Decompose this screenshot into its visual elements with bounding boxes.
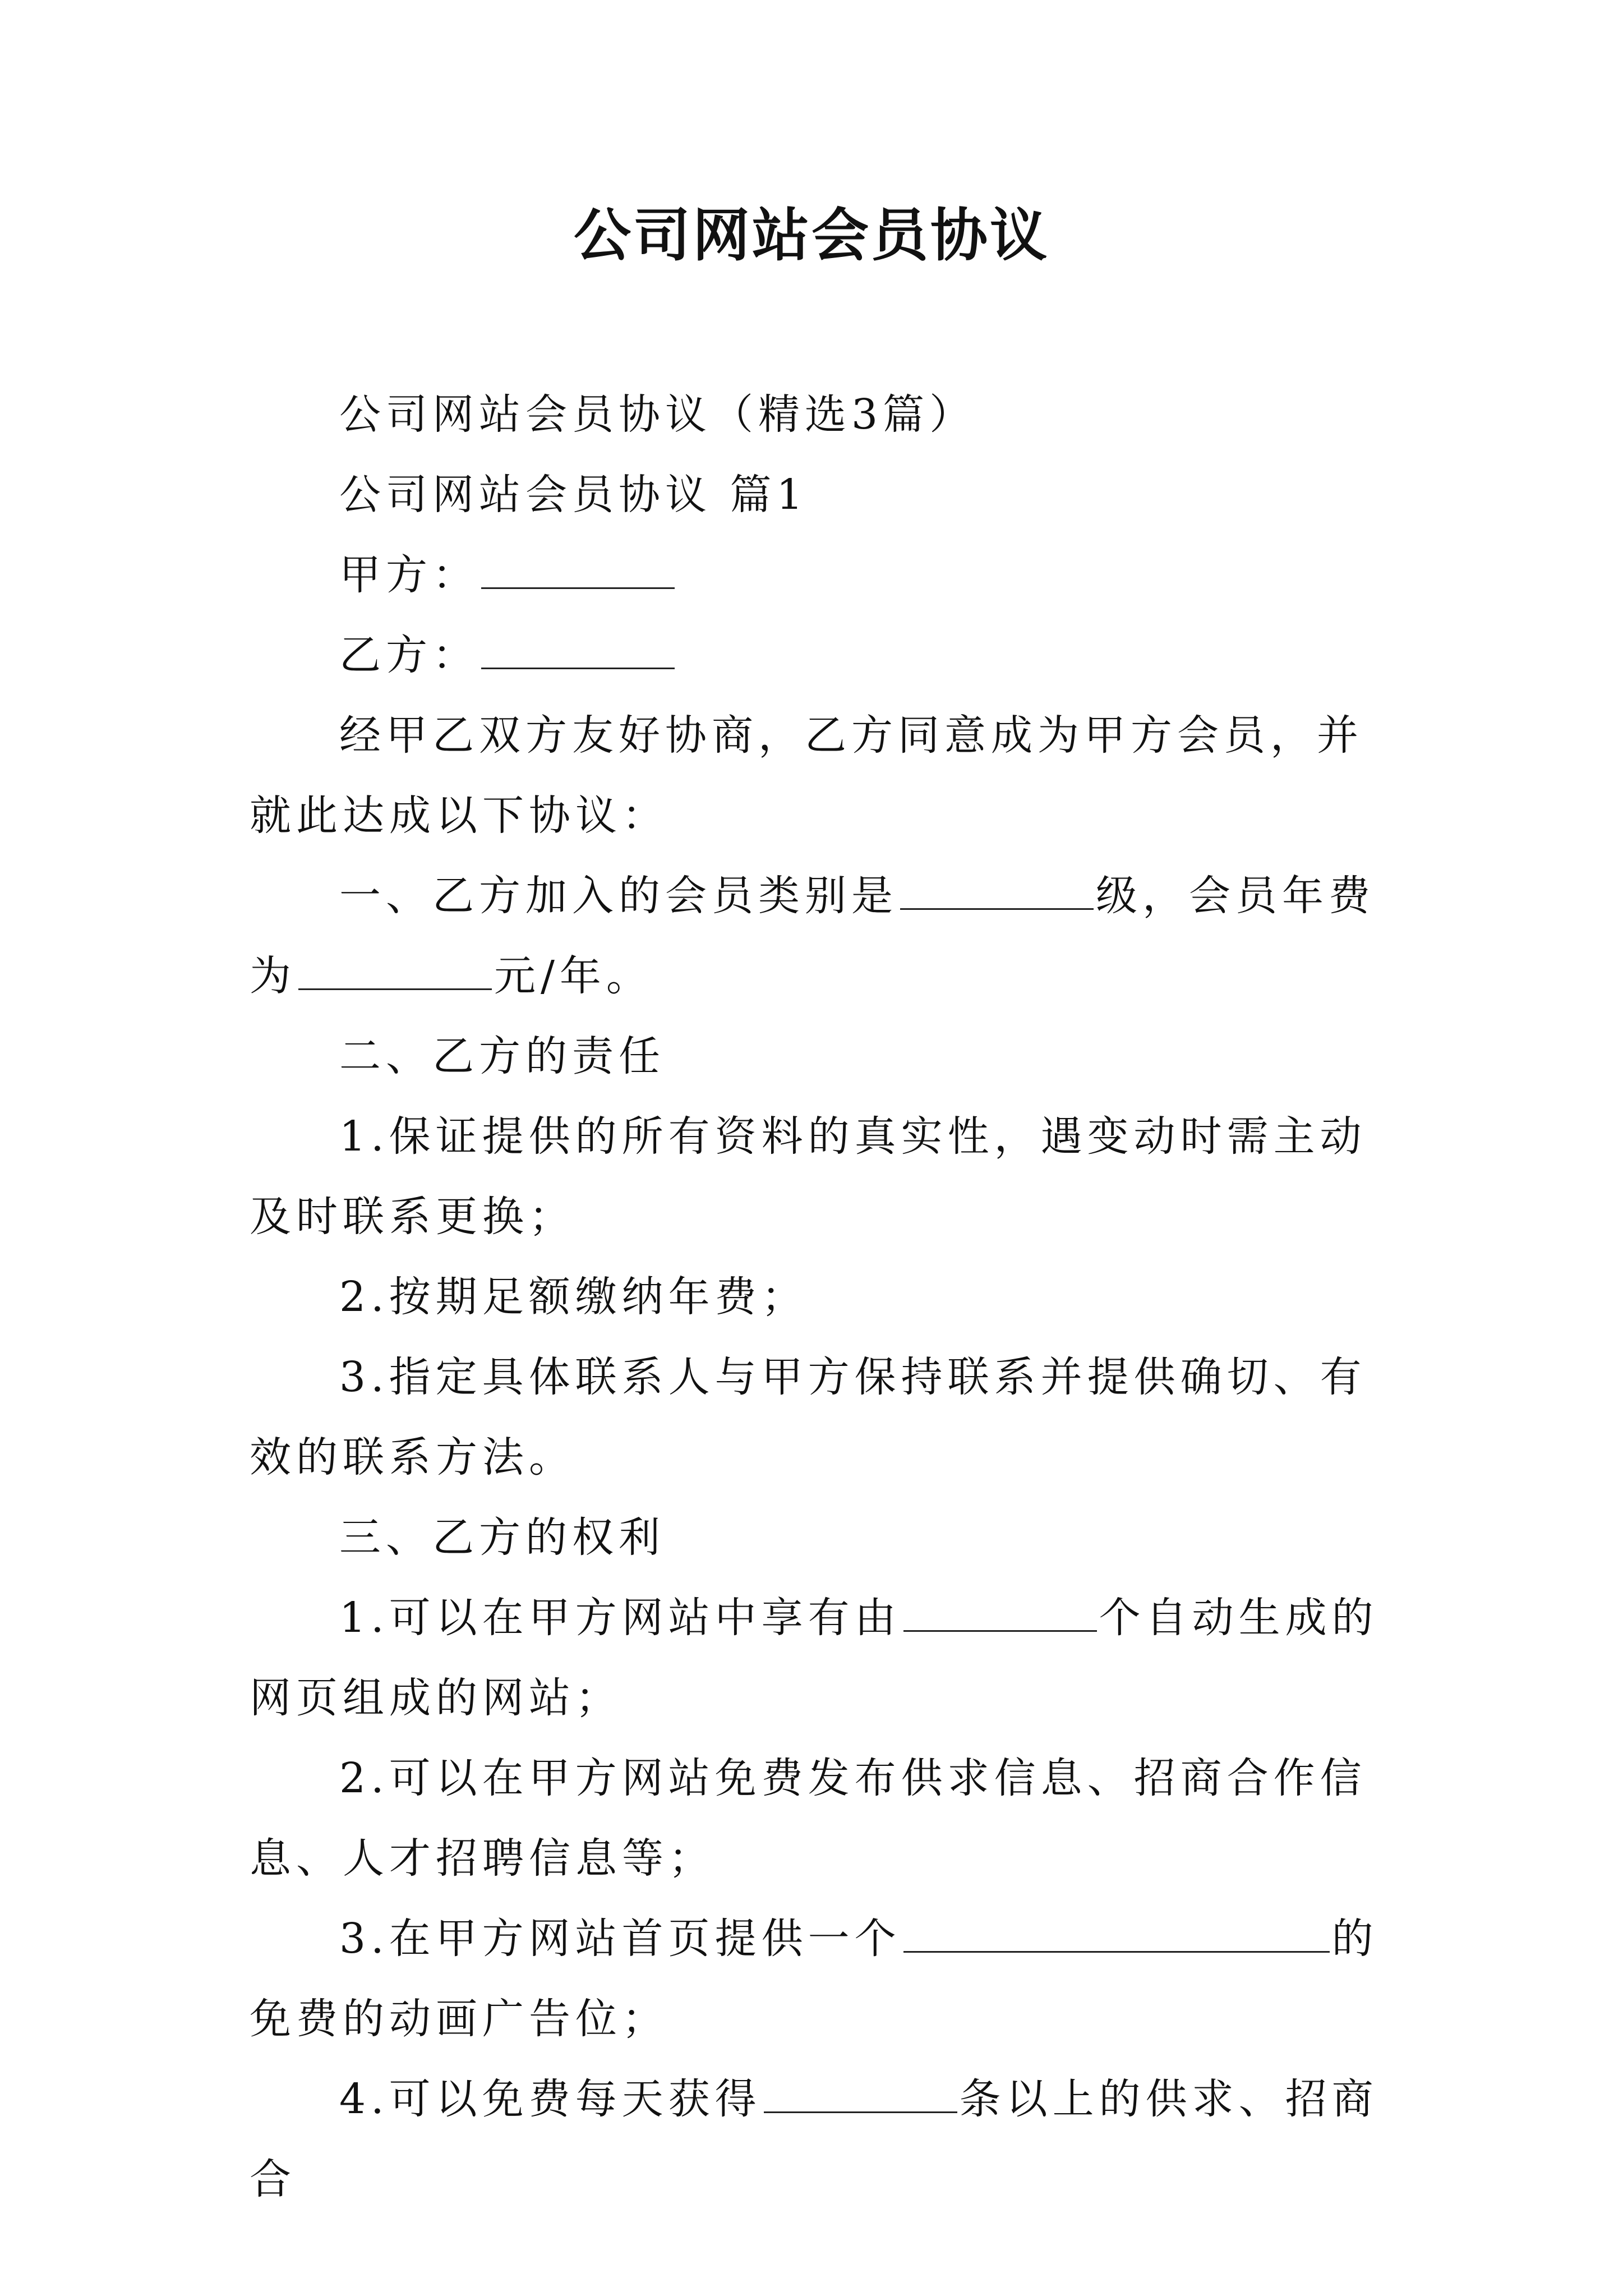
paragraph-clause-2-item-2: 2.按期足额缴纳年费； xyxy=(339,1273,808,1321)
paragraph-clause-2-heading: 二、乙方的责任 xyxy=(339,1032,665,1080)
paragraph-clause-3-item-1 xyxy=(250,1578,1394,1738)
clause-1-text-c: 元/年。 xyxy=(494,952,653,1000)
paragraph-subtitle: 公司网站会员协议（精选3篇） xyxy=(339,390,976,439)
paragraph-clause-3-item-3 xyxy=(250,1899,1394,2059)
clause-3-item-1-text-a: 1.可以在甲方网站中享有由 xyxy=(339,1594,901,1642)
party-b-label: 乙方： xyxy=(339,631,479,679)
membership-level-blank xyxy=(900,875,1094,910)
annual-fee-blank xyxy=(298,955,492,990)
webpage-count-blank xyxy=(903,1596,1097,1632)
paragraph-clause-3-heading: 三、乙方的权利 xyxy=(339,1513,665,1562)
daily-info-count-blank xyxy=(764,2078,957,2113)
clause-1-text-a: 一、乙方加入的会员类别是 xyxy=(339,872,898,920)
clause-3-item-1-text-b: 个自动生成的网页组成的网站； xyxy=(250,1594,1378,1722)
clause-3-item-4-text-b: 条以上的供求、招商合 xyxy=(250,2075,1378,2203)
document-title: 公司网站会员协议 xyxy=(574,202,1049,269)
clause-3-item-4-text-a: 4.可以免费每天获得 xyxy=(339,2075,762,2123)
party-b-blank xyxy=(481,634,675,669)
clause-1-text-b: 级，会员年费为 xyxy=(250,872,1375,1000)
paragraph-clause-2-item-1: 1.保证提供的所有资料的真实性，遇变动时需主动及时联系更换； xyxy=(250,1112,1367,1241)
paragraph-party-b xyxy=(250,615,1394,696)
paragraph-party-a xyxy=(250,535,1394,615)
party-a-blank xyxy=(481,554,675,589)
paragraph-clause-3-item-4 xyxy=(250,2059,1394,2220)
clause-3-item-3-text-a: 3.在甲方网站首页提供一个 xyxy=(339,1915,901,1963)
paragraph-intro: 经甲乙双方友好协商，乙方同意成为甲方会员，并就此达成以下协议： xyxy=(250,711,1363,840)
document-body xyxy=(250,375,1394,2220)
paragraph-clause-3-item-2: 2.可以在甲方网站免费发布供求信息、招商合作信息、人才招聘信息等； xyxy=(250,1754,1367,1883)
ad-slot-blank xyxy=(903,1917,1330,1953)
paragraph-clause-1 xyxy=(250,856,1394,1016)
paragraph-section-heading: 公司网站会员协议 篇1 xyxy=(339,471,808,519)
clause-3-item-3-text-b: 的免费的动画广告位； xyxy=(250,1915,1378,2043)
party-a-label: 甲方： xyxy=(339,551,479,599)
paragraph-clause-2-item-3: 3.指定具体联系人与甲方保持联系并提供确切、有效的联系方法。 xyxy=(250,1353,1367,1481)
